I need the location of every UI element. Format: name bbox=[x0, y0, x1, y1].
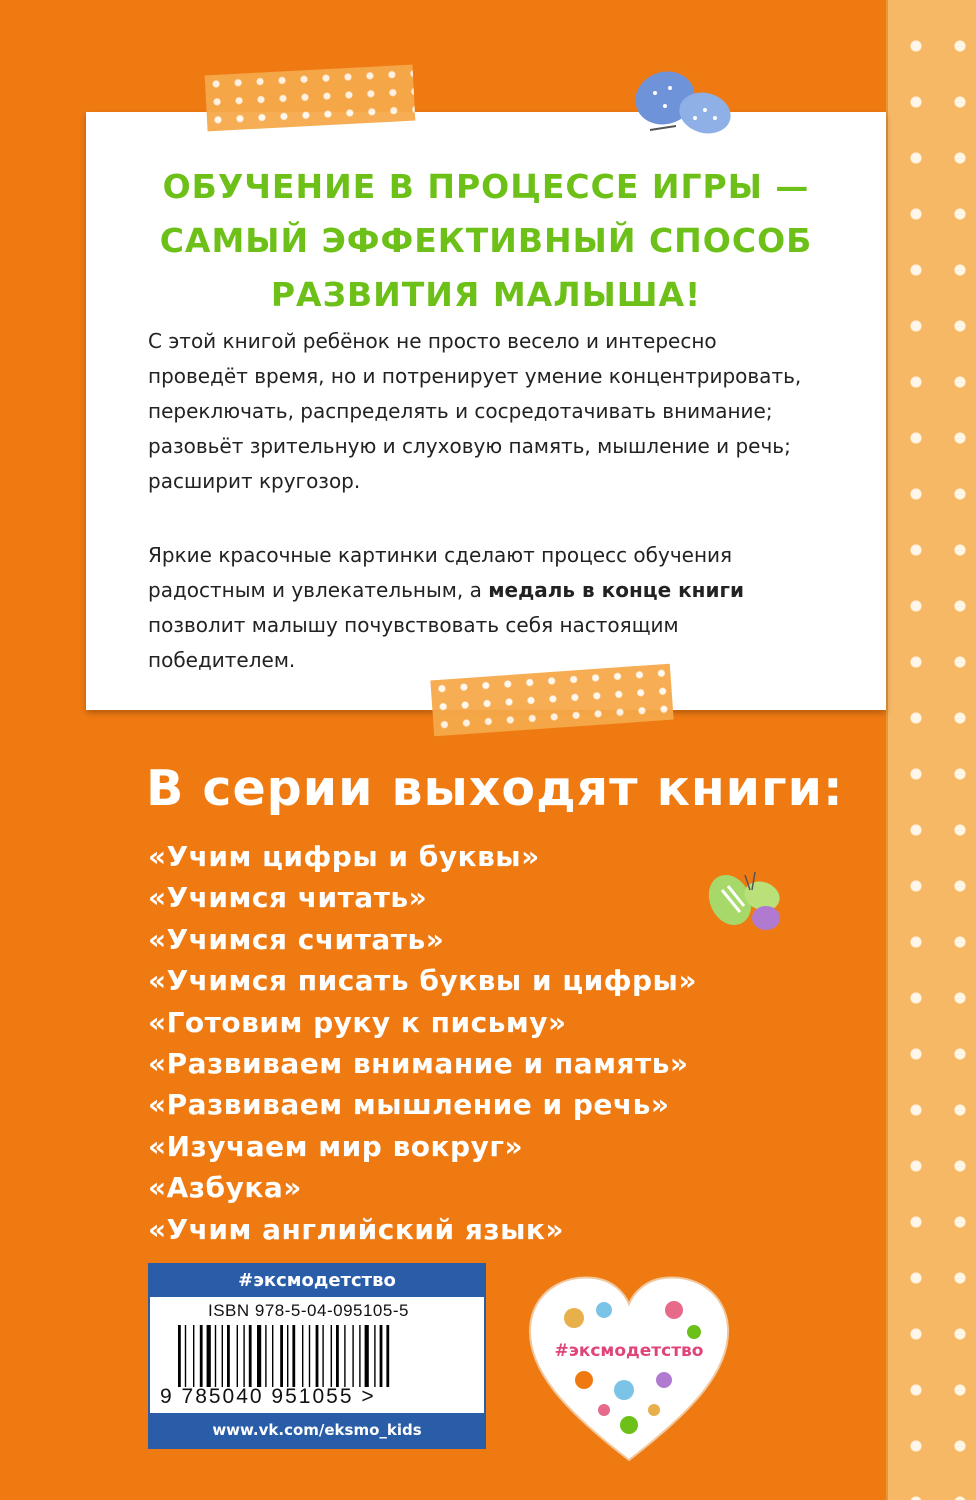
headline-line-3: РАЗВИТИЯ МАЛЫША! bbox=[270, 275, 702, 314]
barcode-bar bbox=[344, 1325, 345, 1387]
paragraph-line: победителем. bbox=[148, 648, 296, 672]
barcode-bar bbox=[265, 1325, 266, 1387]
book-list bbox=[148, 836, 697, 1250]
isbn-number: ISBN 978-5-04-095105-5 bbox=[208, 1301, 409, 1320]
barcode-block bbox=[148, 1263, 486, 1449]
barcode-bar bbox=[280, 1325, 283, 1387]
barcode-bar bbox=[386, 1325, 389, 1387]
blue-butterfly-icon bbox=[610, 58, 740, 148]
barcode-bar bbox=[207, 1325, 211, 1387]
paragraph-line: позволит малышу почувствовать себя настоящим bbox=[148, 613, 679, 637]
paragraph-line: разовьёт зрительную и слуховую память, мышление и речь; bbox=[148, 434, 791, 458]
paragraph-line: расширит кругозор. bbox=[148, 469, 361, 493]
headline bbox=[86, 160, 886, 322]
barcode-bar bbox=[185, 1325, 186, 1387]
barcode-bar bbox=[200, 1325, 203, 1387]
barcode-bar bbox=[292, 1325, 295, 1387]
book-item: «Азбука» bbox=[148, 1171, 302, 1205]
medal-highlight: медаль в конце книги bbox=[488, 578, 744, 602]
barcode-bar bbox=[249, 1325, 252, 1387]
headline-line-2: САМЫЙ ЭФФЕКТИВНЫЙ СПОСОБ bbox=[159, 221, 813, 260]
barcode-bar bbox=[243, 1325, 244, 1387]
polka-dot-spine bbox=[886, 0, 976, 1500]
description-paragraph-2 bbox=[148, 538, 848, 678]
book-item: «Учимся писать буквы и цифры» bbox=[148, 964, 697, 998]
paragraph-line: проведёт время, но и потренирует умение концентрировать, bbox=[148, 364, 802, 388]
barcode-bar bbox=[222, 1325, 223, 1387]
barcode-bar bbox=[227, 1325, 230, 1387]
book-item: «Развиваем внимание и память» bbox=[148, 1047, 689, 1081]
headline-line-1: ОБУЧЕНИЕ В ПРОЦЕССЕ ИГРЫ — bbox=[162, 167, 810, 206]
barcode-bar bbox=[272, 1325, 273, 1387]
book-item: «Учимся считать» bbox=[148, 922, 445, 956]
description-paragraph-1 bbox=[148, 324, 848, 499]
barcode-bar bbox=[322, 1325, 323, 1387]
barcode-hashtag: #эксмодетство bbox=[150, 1265, 484, 1297]
barcode-bar bbox=[359, 1325, 360, 1387]
book-item: «Изучаем мир вокруг» bbox=[148, 1129, 524, 1163]
book-item: «Готовим руку к письму» bbox=[148, 1005, 567, 1039]
vk-link[interactable]: www.vk.com/eksmo_kids bbox=[150, 1413, 484, 1447]
series-title: В серии выходят книги: bbox=[146, 760, 844, 817]
barcode-bar bbox=[365, 1325, 369, 1387]
book-item: «Учимся читать» bbox=[148, 881, 428, 915]
barcode-bar bbox=[178, 1325, 181, 1387]
barcode-bar bbox=[316, 1325, 319, 1387]
paragraph-line: переключать, распределять и сосредотачивать внимание; bbox=[148, 399, 773, 423]
paragraph-line bbox=[148, 573, 848, 608]
barcode-bar bbox=[215, 1325, 216, 1387]
barcode-bar bbox=[336, 1325, 339, 1387]
paragraph-line: Яркие красочные картинки сделают процесс обучения bbox=[148, 543, 733, 567]
heart-hashtag: #эксмодетство bbox=[554, 1341, 704, 1361]
barcode-bar bbox=[237, 1325, 238, 1387]
barcode-bar bbox=[257, 1325, 261, 1387]
barcode-bar bbox=[193, 1325, 194, 1387]
book-item: «Учим английский язык» bbox=[148, 1212, 565, 1246]
green-purple-butterfly-icon bbox=[700, 860, 800, 940]
barcode-bar bbox=[374, 1325, 375, 1387]
paragraph-text: радостным и увлекательным, а bbox=[148, 578, 489, 602]
ean-digits: 9 785040 951055 > bbox=[160, 1385, 376, 1408]
book-item: «Учим цифры и буквы» bbox=[148, 840, 540, 873]
paragraph-line: С этой книгой ребёнок не просто весело и интересно bbox=[148, 329, 717, 353]
barcode-bar bbox=[302, 1325, 303, 1387]
barcode-bar bbox=[380, 1325, 383, 1387]
barcode-bar bbox=[331, 1325, 332, 1387]
barcode-bar bbox=[352, 1325, 353, 1387]
barcode-bar bbox=[287, 1325, 288, 1387]
book-item: «Развиваем мышление и речь» bbox=[148, 1088, 670, 1122]
barcode-bars bbox=[178, 1325, 458, 1387]
barcode-bar bbox=[309, 1325, 310, 1387]
heart-badge-icon bbox=[524, 1270, 734, 1470]
tape-top bbox=[205, 65, 416, 132]
